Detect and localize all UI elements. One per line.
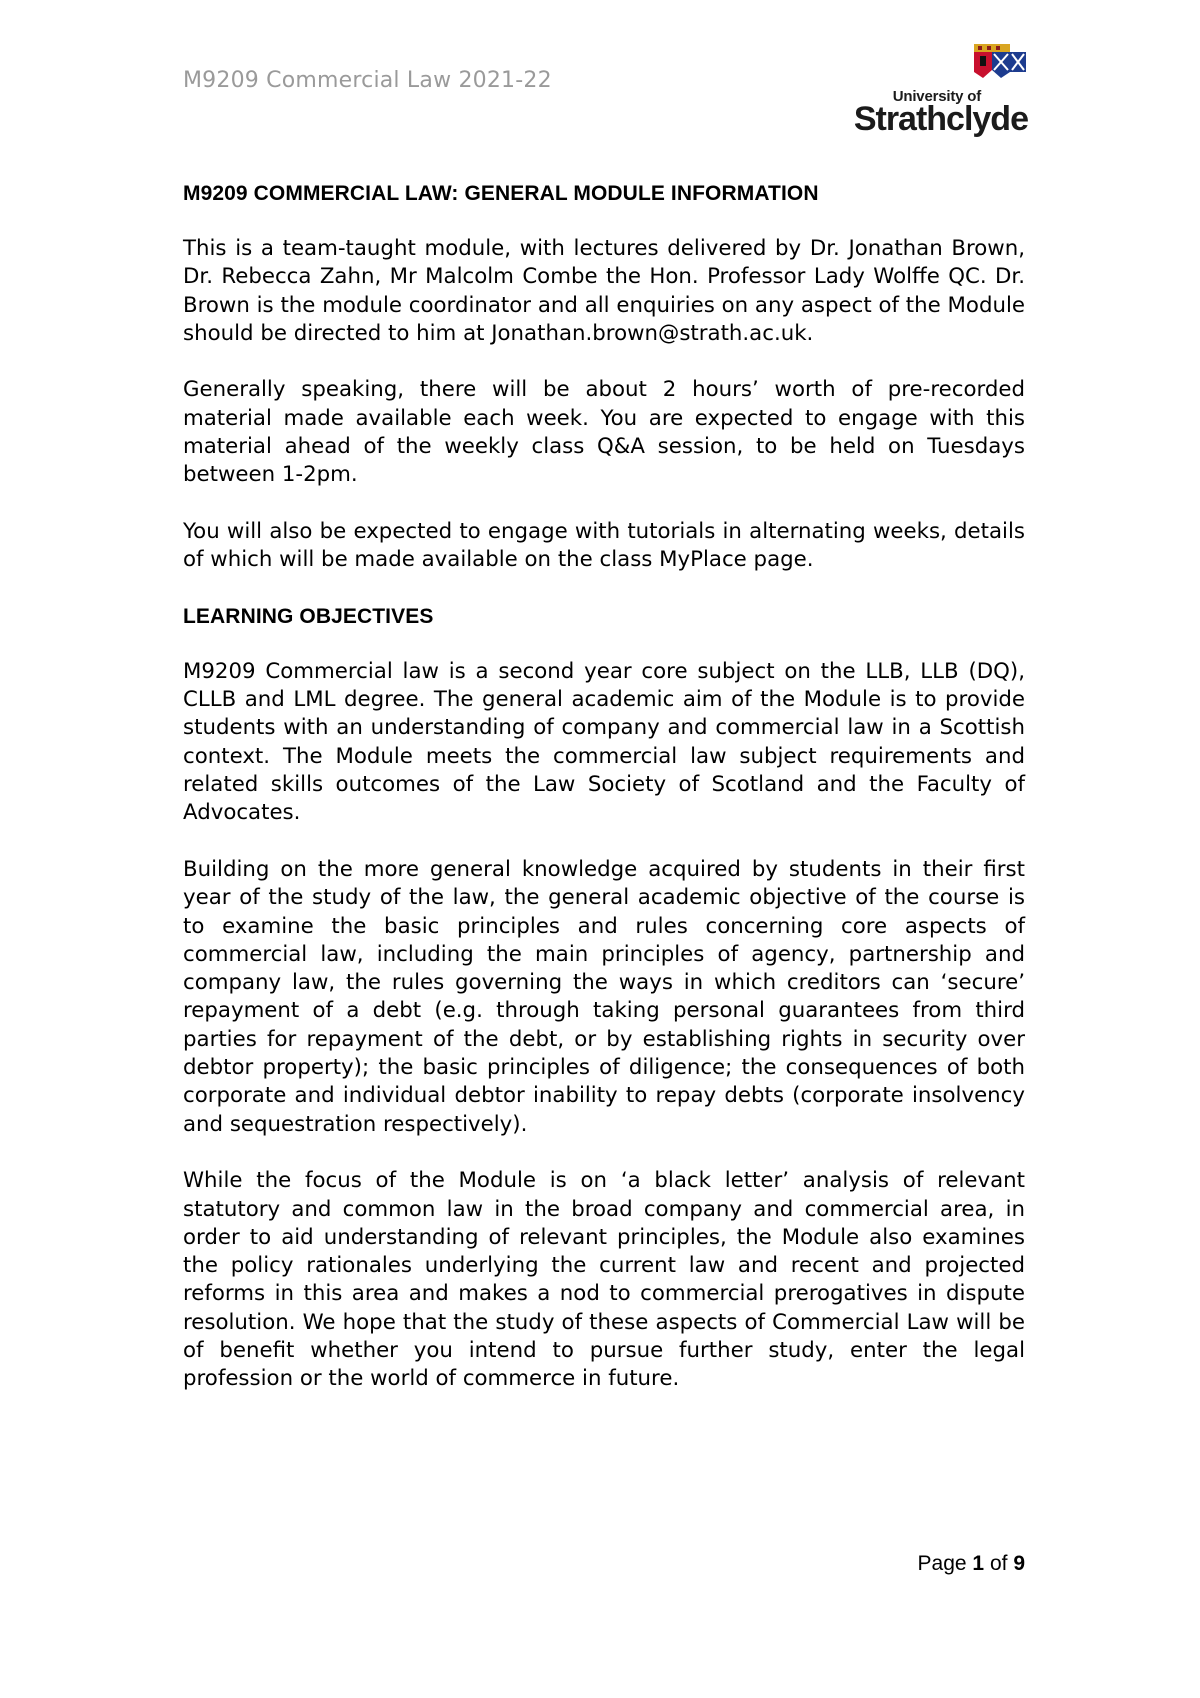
section-heading-learning-objectives: LEARNING OBJECTIVES bbox=[183, 604, 434, 628]
footer-of-word: of bbox=[989, 1552, 1008, 1575]
logo-text-strathclyde: Strathclyde bbox=[853, 100, 1028, 138]
paragraph-pre-recorded-material: Generally speaking, there will be about 2 hours’ worth of pre-recorded material made available each week. You are expected to engage with this material ahead of the weekly class Q&A session, to be held on Tuesdays between 1-2pm. bbox=[183, 377, 1025, 488]
paragraph-academic-objective: Building on the more general knowledge acquired by students in their first year of the study of the law, the general academic objective of the course is to examine the basic principles and rules concerning core aspects of commercial law, including the main principles of agency, partnership and company law, the rules governing the ways in which creditors can ‘secure’ repayment of a debt (e.g. through taking personal guarantees from third parties for repayment of the debt, or by establishing rights in security over debtor property); the basic principles of diligence; the consequences of both corporate and individual debtor inability to repay debts (corporate insolvency and sequestration respectively). bbox=[183, 856, 1025, 1137]
document-body bbox=[183, 180, 1025, 1422]
running-header-title: M9209 Commercial Law 2021-22 bbox=[183, 68, 552, 93]
footer-page-word: Page bbox=[917, 1552, 967, 1575]
paragraph-tutorials: You will also be expected to engage with tutorials in alternating weeks, details of which will be made available on the class MyPlace page. bbox=[183, 518, 1025, 573]
footer-current-page: 1 bbox=[972, 1552, 985, 1575]
section-heading-general-module-information: M9209 COMMERCIAL LAW: GENERAL MODULE INFORMATION bbox=[183, 182, 819, 205]
footer-total-pages: 9 bbox=[1013, 1552, 1025, 1575]
logo-text-university-of: University of bbox=[892, 88, 981, 105]
page-number-footer bbox=[918, 1552, 1025, 1576]
paragraph-black-letter-analysis: While the focus of the Module is on ‘a black letter’ analysis of relevant statutory and common law in the broad company and commercial area, in order to aid understanding of relevant principles, the Module also examines the policy rationales underlying the current law and recent and projected reforms in this area and makes a nod to commercial prerogatives in dispute resolution. We hope that the study of these aspects of Commercial Law will be of benefit whether you intend to pursue further study, enter the legal profession or the world of commerce in future. bbox=[183, 1168, 1025, 1392]
university-logo bbox=[853, 44, 1028, 144]
paragraph-core-subject: M9209 Commercial law is a second year core subject on the LLB, LLB (DQ), CLLB and LML degree. The general academic aim of the Module is to provide students with an understanding of company and commercial law in a Scottish context. The Module meets the commercial law subject requirements and related skills outcomes of the Law Society of Scotland and the Faculty of Advocates. bbox=[183, 658, 1025, 826]
paragraph-team-taught: This is a team-taught module, with lectures delivered by Dr. Jonathan Brown, Dr. Rebecca Zahn, Mr Malcolm Combe the Hon. Professor Lady Wolffe QC. Dr. Brown is the module coordinator and all enquiries on any aspect of the Module should be directed to him at Jonathan.brown@strath.ac.uk. bbox=[183, 236, 1025, 346]
university-crest-icon bbox=[972, 44, 1028, 88]
